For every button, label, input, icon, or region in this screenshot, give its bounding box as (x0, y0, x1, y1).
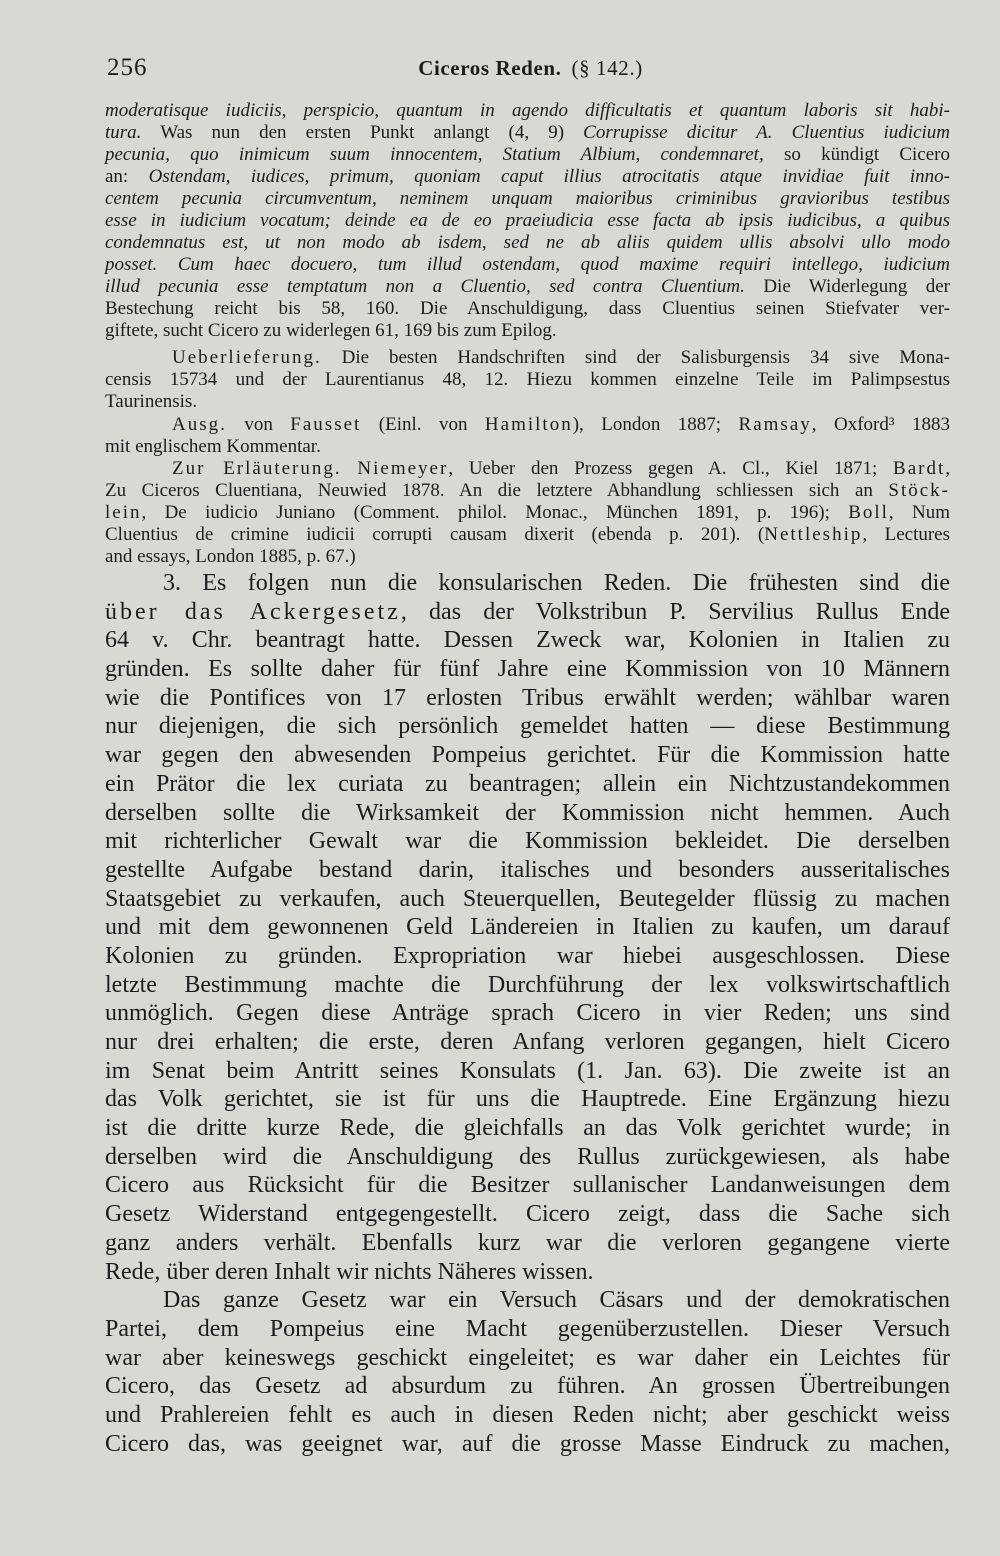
text-run: war gegen den abwesenden Pompeius gerichtet. Für die Kommission hatte (105, 742, 950, 769)
text-run: , das der Volkstribun P. Servilius Rullus Ende (400, 598, 950, 625)
text-run: und Prahlereien fehlt es auch in diesen Reden nicht; aber geschickt weiss (105, 1401, 950, 1428)
text-line (105, 827, 950, 856)
text-run: Das ganze Gesetz war ein Versuch Cäsars und der demokratischen (163, 1287, 950, 1314)
spaced-text: Boll (848, 502, 889, 523)
text-line (105, 1430, 950, 1459)
text-run: ), London 1887; (572, 414, 739, 435)
text-line (105, 1114, 950, 1143)
text-line (105, 369, 950, 391)
text-line (105, 320, 950, 342)
italic-text: esse in iudicium vocatum; deinde ea de eo praeiudicia esse facta ab ipsis iudicibus, a quibus (105, 210, 950, 231)
text-run: von (226, 414, 291, 435)
text-line (105, 1401, 950, 1430)
text-run: so kündigt Cicero (763, 144, 950, 165)
text-run: and essays, London 1885, p. 67.) (105, 546, 356, 567)
text-run: ist die dritte kurze Rede, die gleichfalls an das Volk gerichtet wurde; in (105, 1115, 950, 1142)
text-line (105, 1372, 950, 1401)
text-line (105, 598, 950, 627)
text-line (105, 347, 950, 369)
text-run: , Num (888, 502, 951, 523)
text-line (105, 166, 950, 188)
text-line (105, 524, 950, 546)
text-run: (Einl. von (361, 414, 485, 435)
text-line (105, 298, 950, 320)
spaced-text: Nettleship (764, 524, 863, 545)
text-run: Cicero aus Rücksicht für die Besitzer sullanischer Landanweisungen dem (105, 1172, 950, 1199)
text-line (105, 684, 950, 713)
text-run: 64 v. Chr. beantragt hatte. Dessen Zweck war, Kolonien in Italien zu (105, 627, 950, 654)
small-print-paragraph (105, 414, 950, 458)
text-line (105, 1286, 950, 1315)
spaced-text: Ramsay (738, 414, 812, 435)
running-title: Ciceros Reden. (418, 56, 562, 80)
section-reference: (§ 142.) (571, 56, 643, 80)
text-line (105, 1315, 950, 1344)
text-line (105, 276, 950, 298)
text-line (105, 971, 950, 1000)
text-line (105, 254, 950, 276)
text-line (105, 799, 950, 828)
italic-text: posset. Cum haec docuero, tum illud ostendam, quod maxime requiri intellego, iudicium (105, 254, 950, 275)
text-run: derselben sollte die Wirksamkeit der Kommission nicht hemmen. Auch (105, 799, 950, 826)
text-line (105, 942, 950, 971)
text-run: gestellte Aufgabe bestand darin, italisches und besonders ausseritalisches (105, 856, 950, 883)
text-line (105, 188, 950, 210)
spaced-text: Stöck- (888, 480, 950, 501)
text-run: Was nun den ersten Punkt anlangt (4, 9) (141, 122, 584, 143)
text-run: Cicero das, was geeignet war, auf die grosse Masse Eindruck zu machen, (105, 1430, 950, 1457)
spaced-text: Fausset (290, 414, 362, 435)
text-line (105, 391, 950, 413)
text-run: Cluentius de crimine iudicii corrupti causam dixerit (ebenda p. 201). ( (105, 524, 765, 545)
body-paragraph (105, 569, 950, 1286)
text-run: mit richterlicher Gewalt war die Kommission bekleidet. Die derselben (105, 828, 950, 855)
text-line (105, 885, 950, 914)
text-run: , (945, 458, 950, 479)
text-line (105, 1085, 950, 1114)
running-head (105, 50, 950, 86)
spaced-text: Ausg. (172, 414, 227, 435)
text-line (105, 458, 950, 480)
text-line (105, 712, 950, 741)
text-run: ein Prätor die lex curiata zu beantragen; allein ein Nichtzustandekommen (105, 770, 950, 797)
italic-text: pecunia, quo inimicum suum innocentem, Statium Albium, condemnaret, (105, 144, 764, 165)
spaced-text: lein (105, 502, 142, 523)
spaced-text: Niemeyer (357, 458, 449, 479)
spaced-text: über das Ackergesetz (105, 598, 401, 625)
italic-text: centem pecunia circumventum, neminem unquam maioribus criminibus gravioribus testibus (105, 188, 950, 209)
text-run: Partei, dem Pompeius eine Macht gegenüberzustellen. Dieser Versuch (105, 1315, 950, 1342)
text-line (105, 741, 950, 770)
text-line (105, 502, 950, 524)
text-line (105, 232, 950, 254)
text-run: , Ueber den Prozess gegen A. Cl., Kiel 1871; (448, 458, 894, 479)
text-run: giftete, sucht Cicero zu widerlegen 61, 169 bis zum Epilog. (105, 320, 557, 341)
text-run: wie die Pontifices von 17 erlosten Tribus erwählt werden; wählbar waren (105, 684, 950, 711)
text-run: letzte Bestimmung machte die Durchführung der lex volkswirtschaftlich (105, 971, 950, 998)
text-run: Bestechung reicht bis 58, 160. Die Anschuldigung, dass Cluentius seinen Stiefvater ver- (105, 298, 950, 319)
text-line (105, 1200, 950, 1229)
text-run: ganz anders verhält. Ebenfalls kurz war die verloren gegangene vierte (105, 1229, 950, 1256)
text-run: war aber keineswegs geschickt eingeleitet; es war daher ein Leichtes für (105, 1344, 950, 1371)
text-run: Taurinensis. (105, 391, 198, 412)
text-run: Zu Ciceros Cluentiana, Neuwied 1878. An die letztere Abhandlung schliessen sich an (105, 480, 889, 501)
page-header (105, 50, 950, 86)
text-line (105, 1057, 950, 1086)
text-line (105, 913, 950, 942)
text-line (105, 144, 950, 166)
spaced-text: Bardt (893, 458, 946, 479)
small-print-block (105, 100, 950, 568)
text-line (105, 480, 950, 502)
text-run: Kolonien zu gründen. Expropriation war hiebei ausgeschlossen. Diese (105, 942, 950, 969)
text-line (105, 1028, 950, 1057)
body-paragraph (105, 1286, 950, 1458)
italic-text: tura. (105, 122, 142, 143)
text-line (105, 999, 950, 1028)
text-run: das Volk gerichtet, sie ist für uns die Hauptrede. Eine Ergänzung hiezu (105, 1086, 950, 1113)
page-number: 256 (107, 54, 148, 81)
text-line (105, 210, 950, 232)
text-line (105, 1143, 950, 1172)
small-print-paragraph (105, 458, 950, 568)
text-line (105, 1258, 950, 1287)
text-line (105, 655, 950, 684)
small-print-paragraph (105, 100, 950, 342)
text-run: unmöglich. Gegen diese Anträge sprach Cicero in vier Reden; uns sind (105, 1000, 950, 1027)
text-line (105, 1229, 950, 1258)
text-run: censis 15734 und der Laurentianus 48, 12. Hiezu kommen einzelne Teile im Palimpsestus (105, 369, 950, 390)
text-run: im Senat beim Antritt seines Konsulats (1. Jan. 63). Die zweite ist an (105, 1057, 950, 1084)
text-run (342, 458, 358, 479)
text-run: , Oxford³ 1883 (811, 414, 951, 435)
italic-text: Ostendam, iudices, primum, quoniam caput illius atrocitatis atque invidiae fuit inno- (148, 166, 950, 187)
text-line (105, 100, 950, 122)
text-run: Cicero, das Gesetz ad absurdum zu führen. An grossen Übertreibungen (105, 1373, 950, 1400)
spaced-text: Hamilton (484, 414, 573, 435)
italic-text: Corrupisse dicitur A. Cluentius iudicium (583, 122, 950, 143)
text-run: 3. Es folgen nun die konsularischen Reden. Die frühesten sind die (163, 570, 950, 596)
text-run: Rede, über deren Inhalt wir nichts Näheres wissen. (105, 1258, 594, 1285)
spaced-text: Zur Erläuterung. (172, 458, 342, 479)
text-run: gründen. Es sollte daher für fünf Jahre eine Kommission von 10 Männern (105, 656, 950, 683)
text-run: derselben wird die Anschuldigung des Rullus zurückgewiesen, als habe (105, 1143, 950, 1170)
text-line (105, 569, 950, 598)
text-line (105, 1344, 950, 1373)
small-print-paragraph (105, 347, 950, 413)
text-line (105, 414, 950, 436)
text-line (105, 856, 950, 885)
text-run: Die Widerlegung der (744, 276, 950, 297)
text-run: an: (105, 166, 149, 187)
text-line (105, 436, 950, 458)
text-run: , De iudicio Juniano (Comment. philol. Monac., München 1891, p. 196); (141, 502, 849, 523)
text-run: Die besten Handschriften sind der Salisburgensis 34 sive Mona- (321, 347, 950, 368)
text-run: nur diejenigen, die sich persönlich gemeldet hatten — diese Bestimmung (105, 713, 950, 740)
text-line (105, 770, 950, 799)
italic-text: illud pecunia esse temptatum non a Cluentio, sed contra Cluentium. (105, 276, 745, 297)
text-run: Gesetz Widerstand entgegengestellt. Cicero zeigt, dass die Sache sich (105, 1201, 950, 1228)
text-run: nur drei erhalten; die erste, deren Anfang verloren gegangen, hielt Cicero (105, 1029, 950, 1055)
text-line (105, 1171, 950, 1200)
text-line (105, 546, 950, 568)
spaced-text: Ueberlieferung. (172, 347, 322, 368)
text-run: und mit dem gewonnenen Geld Ländereien in Italien zu kaufen, um darauf (105, 914, 950, 941)
text-run: , Lectures (862, 524, 951, 545)
italic-text: moderatisque iudiciis, perspicio, quantum in agendo difficultatis et quantum laboris sit habi- (105, 100, 950, 121)
italic-text: condemnatus est, ut non modo ab isdem, sed ne ab aliis quidem ullis absolvi ullo modo (105, 232, 950, 253)
text-line (105, 122, 950, 144)
text-line (105, 626, 950, 655)
text-run: Staatsgebiet zu verkaufen, auch Steuerquellen, Beutegelder flüssig zu machen (105, 885, 950, 912)
body-text-block (105, 569, 950, 1458)
text-run: mit englischem Kommentar. (105, 436, 321, 457)
